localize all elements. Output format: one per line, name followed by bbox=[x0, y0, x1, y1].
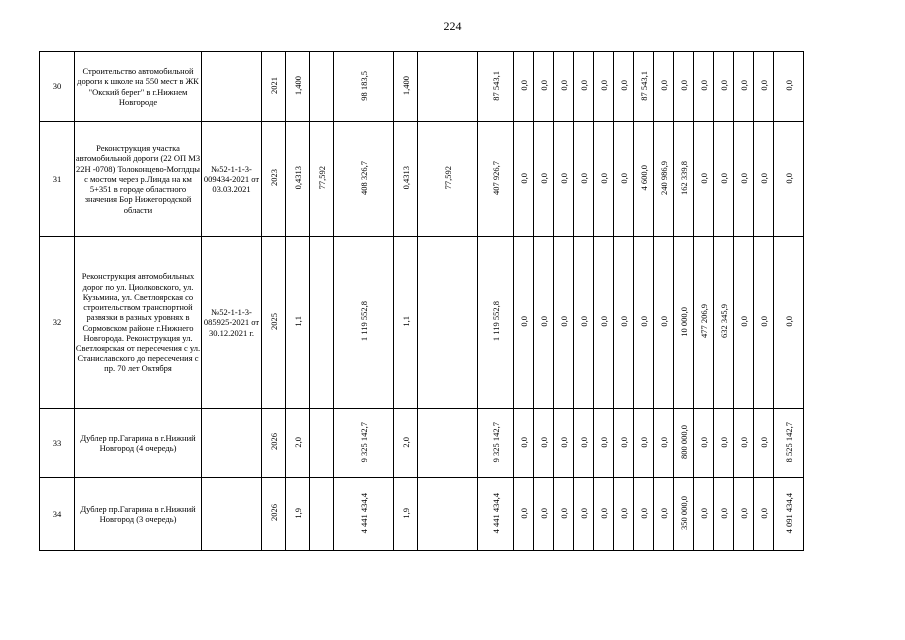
page-number: 224 bbox=[443, 19, 462, 33]
length-cell-2-text: 0,4313 bbox=[400, 166, 411, 190]
year-value-cell-text: 240 986,9 bbox=[658, 160, 669, 195]
table-row bbox=[40, 122, 804, 237]
year-value-cell-text: 0,0 bbox=[738, 172, 749, 184]
year-value-cell bbox=[734, 237, 754, 409]
area-cell-2 bbox=[418, 52, 478, 122]
year-value-cell bbox=[774, 52, 804, 122]
length-cell-2-text: 2,0 bbox=[400, 436, 411, 448]
year-cell bbox=[262, 237, 286, 409]
year-value-cell-text: 0,0 bbox=[758, 436, 769, 448]
year-value-cell bbox=[674, 52, 694, 122]
year-value-cell-text: 0,0 bbox=[538, 316, 549, 327]
area-cell bbox=[310, 478, 334, 551]
year-value-cell-text: 87 543,1 bbox=[638, 70, 649, 101]
length-cell-text: 0,4313 bbox=[292, 166, 303, 190]
year-value-cell-text: 0,0 bbox=[783, 316, 794, 327]
year-value-cell bbox=[674, 122, 694, 237]
year-value-cell bbox=[734, 478, 754, 551]
total-cost-cell-text: 4 441 434,4 bbox=[490, 492, 501, 534]
year-value-cell-text: 0,0 bbox=[618, 436, 629, 448]
year-value-cell-text: 0,0 bbox=[658, 436, 669, 448]
year-value-cell-text: 0,0 bbox=[738, 80, 749, 91]
year-value-cell bbox=[674, 237, 694, 409]
year-value-cell-text: 0,0 bbox=[518, 316, 529, 327]
estimated-cost-cell bbox=[334, 478, 394, 551]
year-value-cell bbox=[734, 122, 754, 237]
year-value-cell-text: 0,0 bbox=[638, 436, 649, 448]
year-value-cell bbox=[674, 409, 694, 478]
expertise-doc-cell bbox=[202, 409, 262, 478]
estimated-cost-cell bbox=[334, 409, 394, 478]
year-cell-text: 2026 bbox=[268, 504, 279, 522]
year-value-cell bbox=[754, 478, 774, 551]
year-cell bbox=[262, 122, 286, 237]
area-cell-2 bbox=[418, 122, 478, 237]
year-value-cell bbox=[514, 409, 534, 478]
year-value-cell-text: 0,0 bbox=[558, 507, 569, 519]
year-cell-text: 2023 bbox=[268, 169, 279, 187]
objects-table bbox=[39, 51, 804, 551]
year-value-cell bbox=[714, 409, 734, 478]
year-value-cell-text: 0,0 bbox=[618, 80, 629, 91]
year-value-cell bbox=[574, 52, 594, 122]
year-value-cell bbox=[574, 409, 594, 478]
year-value-cell-text: 0,0 bbox=[518, 172, 529, 184]
length-cell bbox=[286, 409, 310, 478]
row-number-cell: 34 bbox=[40, 478, 75, 551]
estimated-cost-cell-text: 1 119 552,8 bbox=[358, 301, 369, 342]
year-value-cell bbox=[694, 409, 714, 478]
year-value-cell bbox=[514, 122, 534, 237]
year-value-cell-text: 0,0 bbox=[783, 80, 794, 91]
year-value-cell bbox=[774, 237, 804, 409]
length-cell bbox=[286, 237, 310, 409]
area-cell-text: 77,592 bbox=[316, 166, 327, 190]
object-name-cell: Дублер пр.Гагарина в г.Нижний Новгород (4 очередь) bbox=[75, 409, 202, 478]
year-value-cell bbox=[774, 122, 804, 237]
year-value-cell-text: 0,0 bbox=[518, 80, 529, 91]
length-cell-2 bbox=[394, 478, 418, 551]
length-cell bbox=[286, 122, 310, 237]
area-cell-2 bbox=[418, 409, 478, 478]
year-value-cell bbox=[654, 237, 674, 409]
year-value-cell-text: 0,0 bbox=[578, 172, 589, 184]
year-cell-text: 2021 bbox=[268, 76, 279, 94]
year-value-cell bbox=[694, 52, 714, 122]
year-value-cell bbox=[694, 122, 714, 237]
year-value-cell-text: 0,0 bbox=[638, 507, 649, 519]
length-cell-2 bbox=[394, 52, 418, 122]
year-value-cell bbox=[694, 237, 714, 409]
year-value-cell bbox=[674, 478, 694, 551]
year-value-cell bbox=[754, 52, 774, 122]
year-value-cell-text: 0,0 bbox=[518, 507, 529, 519]
year-value-cell-text: 0,0 bbox=[718, 172, 729, 184]
year-value-cell bbox=[534, 237, 554, 409]
year-value-cell-text: 0,0 bbox=[558, 436, 569, 448]
length-cell-2-text: 1,1 bbox=[400, 316, 411, 327]
estimated-cost-cell-text: 408 326,7 bbox=[358, 160, 369, 195]
year-value-cell-text: 0,0 bbox=[618, 507, 629, 519]
row-number-cell: 33 bbox=[40, 409, 75, 478]
length-cell-text: 1,400 bbox=[292, 75, 303, 95]
year-value-cell-text: 0,0 bbox=[598, 80, 609, 91]
year-value-cell-text: 477 206,9 bbox=[698, 304, 709, 339]
year-value-cell bbox=[554, 478, 574, 551]
estimated-cost-cell bbox=[334, 52, 394, 122]
year-value-cell-text: 0,0 bbox=[598, 316, 609, 327]
year-value-cell bbox=[614, 122, 634, 237]
total-cost-cell bbox=[478, 122, 514, 237]
year-value-cell bbox=[714, 122, 734, 237]
estimated-cost-cell-text: 98 183,5 bbox=[358, 70, 369, 101]
year-value-cell-text: 0,0 bbox=[758, 507, 769, 519]
total-cost-cell-text: 87 543,1 bbox=[490, 70, 501, 101]
total-cost-cell bbox=[478, 409, 514, 478]
year-value-cell-text: 0,0 bbox=[718, 80, 729, 91]
year-value-cell-text: 0,0 bbox=[618, 172, 629, 184]
year-value-cell-text: 0,0 bbox=[518, 436, 529, 448]
year-value-cell bbox=[634, 237, 654, 409]
object-name-cell: Реконструкция участка автомобильной дороги (22 ОП МЗ 22Н -0708) Толоконцево-Моглдцы с мостом через р.Линда на км 5+351 в городе областного значения Бор Нижегородской области bbox=[75, 122, 202, 237]
year-value-cell-text: 0,0 bbox=[718, 436, 729, 448]
year-value-cell bbox=[594, 52, 614, 122]
year-value-cell bbox=[614, 409, 634, 478]
length-cell-text: 1,9 bbox=[292, 507, 303, 519]
year-value-cell-text: 0,0 bbox=[738, 507, 749, 519]
year-value-cell bbox=[594, 237, 614, 409]
year-value-cell bbox=[754, 237, 774, 409]
length-cell bbox=[286, 52, 310, 122]
expertise-doc-cell: №52-1-1-3-009434-2021 от 03.03.2021 bbox=[202, 122, 262, 237]
total-cost-cell bbox=[478, 478, 514, 551]
year-value-cell bbox=[574, 122, 594, 237]
year-value-cell bbox=[614, 237, 634, 409]
year-value-cell bbox=[654, 478, 674, 551]
year-value-cell-text: 162 339,8 bbox=[678, 160, 689, 195]
area-cell-2 bbox=[418, 237, 478, 409]
year-value-cell-text: 0,0 bbox=[758, 80, 769, 91]
year-value-cell bbox=[574, 237, 594, 409]
year-value-cell-text: 0,0 bbox=[618, 316, 629, 327]
year-value-cell-text: 0,0 bbox=[578, 436, 589, 448]
total-cost-cell bbox=[478, 52, 514, 122]
year-value-cell bbox=[634, 122, 654, 237]
expertise-doc-cell bbox=[202, 478, 262, 551]
year-value-cell bbox=[634, 478, 654, 551]
year-value-cell-text: 10 000,0 bbox=[678, 306, 689, 337]
year-value-cell-text: 0,0 bbox=[698, 172, 709, 184]
year-value-cell bbox=[534, 478, 554, 551]
row-number-cell: 31 bbox=[40, 122, 75, 237]
year-value-cell-text: 0,0 bbox=[758, 316, 769, 327]
year-value-cell-text: 0,0 bbox=[578, 507, 589, 519]
year-value-cell bbox=[734, 409, 754, 478]
year-value-cell-text: 4 091 434,4 bbox=[783, 492, 794, 534]
length-cell-2-text: 1,9 bbox=[400, 507, 411, 519]
year-value-cell bbox=[614, 52, 634, 122]
year-value-cell bbox=[654, 122, 674, 237]
object-name-cell: Дублер пр.Гагарина в г.Нижний Новгород (3 очередь) bbox=[75, 478, 202, 551]
area-cell bbox=[310, 237, 334, 409]
year-value-cell-text: 0,0 bbox=[738, 436, 749, 448]
year-value-cell-text: 0,0 bbox=[658, 316, 669, 327]
year-value-cell-text: 0,0 bbox=[578, 80, 589, 91]
area-cell bbox=[310, 122, 334, 237]
year-value-cell bbox=[714, 52, 734, 122]
year-value-cell-text: 0,0 bbox=[558, 172, 569, 184]
length-cell bbox=[286, 478, 310, 551]
length-cell-text: 2,0 bbox=[292, 436, 303, 448]
year-value-cell bbox=[754, 122, 774, 237]
year-value-cell-text: 8 525 142,7 bbox=[783, 421, 794, 463]
length-cell-2 bbox=[394, 409, 418, 478]
year-value-cell bbox=[514, 52, 534, 122]
length-cell-2 bbox=[394, 237, 418, 409]
year-value-cell bbox=[514, 237, 534, 409]
area-cell-2-text: 77,592 bbox=[442, 166, 453, 190]
estimated-cost-cell-text: 4 441 434,4 bbox=[358, 492, 369, 534]
year-value-cell bbox=[554, 52, 574, 122]
year-value-cell bbox=[574, 478, 594, 551]
year-value-cell bbox=[714, 237, 734, 409]
year-value-cell bbox=[774, 409, 804, 478]
year-value-cell bbox=[634, 52, 654, 122]
expertise-doc-cell bbox=[202, 52, 262, 122]
year-value-cell-text: 0,0 bbox=[638, 316, 649, 327]
year-value-cell-text: 0,0 bbox=[698, 507, 709, 519]
year-cell bbox=[262, 409, 286, 478]
estimated-cost-cell bbox=[334, 122, 394, 237]
table-row bbox=[40, 237, 804, 409]
year-value-cell bbox=[654, 409, 674, 478]
year-value-cell-text: 0,0 bbox=[598, 507, 609, 519]
year-value-cell bbox=[594, 478, 614, 551]
year-value-cell-text: 0,0 bbox=[558, 316, 569, 327]
year-value-cell bbox=[534, 52, 554, 122]
year-value-cell-text: 350 000,0 bbox=[678, 495, 689, 530]
year-value-cell-text: 0,0 bbox=[538, 172, 549, 184]
area-cell bbox=[310, 409, 334, 478]
object-name-cell: Строительство автомобильной дороги к школе на 550 мест в ЖК "Окский берег" в г.Нижнем Новгороде bbox=[75, 52, 202, 122]
year-value-cell-text: 0,0 bbox=[678, 80, 689, 91]
expertise-doc-cell: №52-1-1-3-085925-2021 от 30.12.2021 г. bbox=[202, 237, 262, 409]
year-cell bbox=[262, 478, 286, 551]
year-value-cell-text: 0,0 bbox=[738, 316, 749, 327]
length-cell-2-text: 1,400 bbox=[400, 75, 411, 95]
total-cost-cell bbox=[478, 237, 514, 409]
year-value-cell-text: 632 345,9 bbox=[718, 304, 729, 339]
year-value-cell-text: 0,0 bbox=[538, 507, 549, 519]
table-row bbox=[40, 409, 804, 478]
year-value-cell-text: 0,0 bbox=[783, 172, 794, 184]
area-cell-2 bbox=[418, 478, 478, 551]
year-value-cell-text: 0,0 bbox=[718, 507, 729, 519]
year-value-cell-text: 0,0 bbox=[558, 80, 569, 91]
year-value-cell-text: 4 600,0 bbox=[638, 165, 649, 191]
total-cost-cell-text: 407 926,7 bbox=[490, 160, 501, 195]
table-row bbox=[40, 478, 804, 551]
object-name-cell: Реконструкция автомобильных дорог по ул. Циолковского, ул. Кузьмина, ул. Светлоярская со строительством транспортной развязки в разных уровнях в Сормовском районе г.Нижнего Новгорода. Реконструкция ул. Светлоярская от пересечения с ул. Станиславского до пересечения с пр. 70 лет Октября bbox=[75, 237, 202, 409]
year-value-cell bbox=[654, 52, 674, 122]
table-row bbox=[40, 52, 804, 122]
year-value-cell bbox=[534, 122, 554, 237]
year-cell bbox=[262, 52, 286, 122]
year-value-cell bbox=[594, 409, 614, 478]
year-value-cell bbox=[554, 409, 574, 478]
year-value-cell-text: 0,0 bbox=[598, 172, 609, 184]
year-value-cell-text: 0,0 bbox=[598, 436, 609, 448]
year-value-cell-text: 0,0 bbox=[538, 80, 549, 91]
year-value-cell bbox=[754, 409, 774, 478]
year-value-cell bbox=[554, 122, 574, 237]
year-value-cell bbox=[554, 237, 574, 409]
length-cell-2 bbox=[394, 122, 418, 237]
row-number-cell: 32 bbox=[40, 237, 75, 409]
year-value-cell bbox=[534, 409, 554, 478]
year-value-cell bbox=[514, 478, 534, 551]
year-value-cell bbox=[594, 122, 614, 237]
year-cell-text: 2026 bbox=[268, 433, 279, 451]
year-value-cell bbox=[714, 478, 734, 551]
year-value-cell bbox=[734, 52, 754, 122]
year-value-cell bbox=[614, 478, 634, 551]
row-number-cell: 30 bbox=[40, 52, 75, 122]
year-value-cell bbox=[774, 478, 804, 551]
year-value-cell-text: 0,0 bbox=[758, 172, 769, 184]
total-cost-cell-text: 1 119 552,8 bbox=[490, 301, 501, 342]
year-value-cell-text: 0,0 bbox=[538, 436, 549, 448]
total-cost-cell-text: 9 325 142,7 bbox=[490, 421, 501, 463]
year-value-cell-text: 0,0 bbox=[698, 80, 709, 91]
estimated-cost-cell bbox=[334, 237, 394, 409]
area-cell bbox=[310, 52, 334, 122]
year-value-cell-text: 0,0 bbox=[658, 507, 669, 519]
year-value-cell bbox=[634, 409, 654, 478]
year-value-cell-text: 0,0 bbox=[698, 436, 709, 448]
estimated-cost-cell-text: 9 325 142,7 bbox=[358, 421, 369, 463]
year-value-cell-text: 800 000,0 bbox=[678, 424, 689, 459]
year-value-cell-text: 0,0 bbox=[578, 316, 589, 327]
year-value-cell-text: 0,0 bbox=[658, 80, 669, 91]
year-value-cell bbox=[694, 478, 714, 551]
year-cell-text: 2025 bbox=[268, 312, 279, 330]
length-cell-text: 1,1 bbox=[292, 316, 303, 327]
